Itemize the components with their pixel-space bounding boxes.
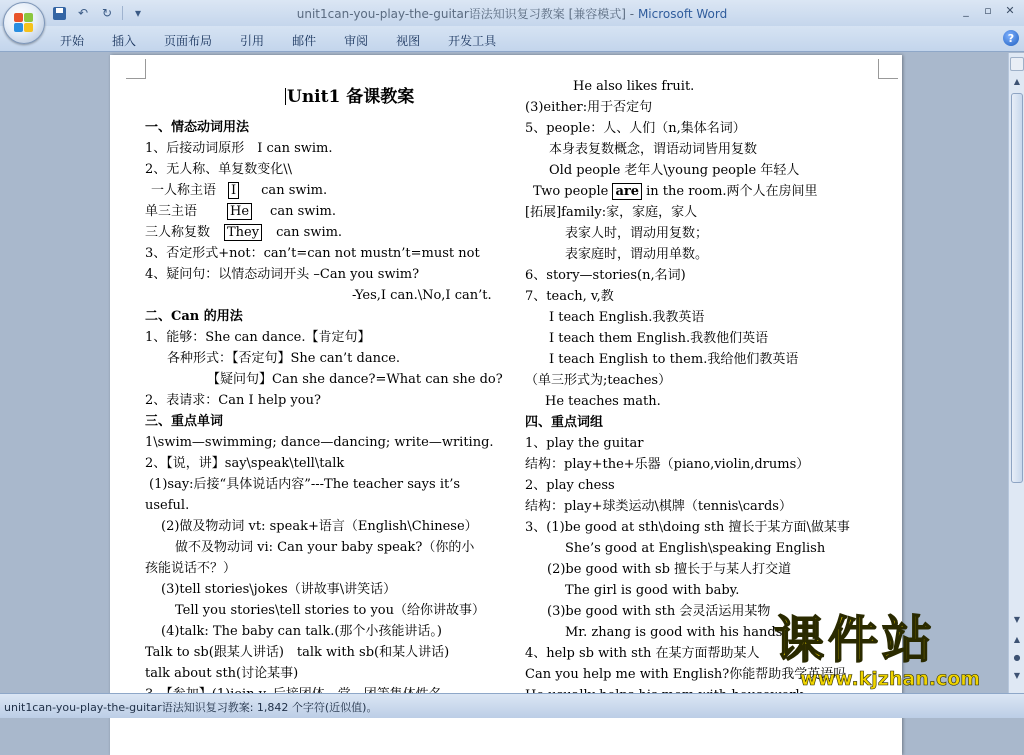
- doc-line: useful.: [145, 498, 190, 513]
- document-name: unit1can-you-play-the-guitar语法知识复习教案 [兼容模式] -: [296, 7, 638, 21]
- doc-line: 2、【说，讲】say\speak\tell\talk: [145, 456, 345, 471]
- doc-line: (4)talk: The baby can talk.(那个小孩能讲话。): [161, 624, 442, 639]
- boxed-row: Two people are in the room.两个人在房间里: [533, 184, 818, 199]
- previous-page-button[interactable]: ▲: [1013, 635, 1021, 644]
- section-heading: 四、重点词组: [525, 415, 604, 430]
- doc-line: 4、help sb with sth 在某方面帮助某人: [525, 646, 760, 661]
- doc-line: 7、teach, v,教: [525, 289, 614, 304]
- doc-line: Mr. zhang is good with his hands.: [565, 625, 787, 640]
- doc-line: 5、people：人、人们（n,集体名词）: [525, 121, 746, 136]
- office-button[interactable]: [3, 2, 45, 44]
- boxed-word: are: [612, 183, 642, 200]
- boxed-word: He: [227, 203, 252, 220]
- undo-button[interactable]: ↶: [77, 6, 89, 20]
- tab-home[interactable]: 开始: [60, 34, 85, 48]
- tab-review[interactable]: 审阅: [344, 34, 369, 48]
- scroll-up-button[interactable]: ▲: [1013, 77, 1021, 86]
- doc-line: 孩能说话不？）: [145, 561, 237, 576]
- doc-line: talk about sth(讨论某事): [145, 666, 299, 681]
- tab-developer[interactable]: 开发工具: [448, 34, 497, 48]
- doc-line: 表家人时，谓动用复数；: [565, 226, 709, 241]
- tab-mailings[interactable]: 邮件: [292, 34, 317, 48]
- doc-line: 做不及物动词 vi: Can your baby speak?（你的小: [175, 540, 475, 555]
- doc-line: [拓展]family:家，家庭，家人: [525, 205, 698, 220]
- watermark-text: 课件站: [774, 611, 936, 669]
- window-title: [0, 5, 1024, 22]
- tab-view[interactable]: 视图: [396, 34, 421, 48]
- doc-line: 6、story—stories(n,名词): [525, 268, 686, 283]
- doc-line: He also likes fruit.: [573, 79, 695, 94]
- doc-line: (2)be good with sb 擅长于与某人打交道: [547, 562, 792, 577]
- doc-line: -Yes,I can.\No,I can’t.: [352, 288, 492, 303]
- doc-line: （单三形式为;teaches）: [525, 373, 672, 388]
- vertical-scrollbar[interactable]: [1008, 53, 1024, 693]
- doc-line: Tell you stories\tell stories to you（给你讲故事）: [175, 603, 486, 618]
- ribbon: [0, 26, 1024, 52]
- doc-line: (1)say:后接“具体说话内容”---The teacher says it’s: [149, 477, 461, 492]
- doc-line: 1、play the guitar: [525, 436, 644, 451]
- crop-mark: [126, 59, 146, 79]
- scroll-down-button[interactable]: ▼: [1013, 615, 1021, 624]
- doc-line: 1、能够：She can dance.【肯定句】: [145, 330, 371, 345]
- office-logo-icon: [14, 13, 34, 33]
- watermark-logo: [770, 612, 1010, 697]
- section-heading: 一、情态动词用法: [145, 120, 250, 135]
- doc-line: Old people 老年人\young people 年轻人: [549, 163, 800, 178]
- tab-references[interactable]: 引用: [240, 34, 265, 48]
- doc-line: 2、无人称、单复数变化\\: [145, 162, 293, 177]
- document-area: [0, 53, 1008, 693]
- doc-line: 2、表请求：Can I help you?: [145, 393, 321, 408]
- doc-line: (3)be good with sth 会灵活运用某物: [547, 604, 771, 619]
- doc-line: I teach English.我教英语: [549, 310, 705, 325]
- next-page-button[interactable]: ▼: [1013, 671, 1021, 680]
- close-button[interactable]: ✕: [1005, 3, 1015, 17]
- watermark-url: www.kjzhan.com: [800, 668, 981, 690]
- doc-line: (3)either:用于否定句: [525, 100, 653, 115]
- boxed-row: 单三主语 He can swim.: [145, 204, 336, 219]
- restore-button[interactable]: ▫: [984, 3, 992, 17]
- doc-line: 结构：play+球类运动\棋牌（tennis\cards）: [525, 499, 792, 514]
- crop-mark: [878, 59, 898, 79]
- doc-line: I teach them English.我教他们英语: [549, 331, 769, 346]
- doc-line: 表家庭时，谓动用单数。: [565, 247, 709, 262]
- text-cursor: [285, 88, 286, 105]
- doc-line: 3、(1)be good at sth\doing sth 擅长于某方面\做某事: [525, 520, 850, 535]
- customize-qat-button[interactable]: ▾: [134, 6, 142, 20]
- doc-line: (3)tell stories\jokes（讲故事\讲笑话）: [161, 582, 397, 597]
- select-browse-object-button[interactable]: ●: [1013, 653, 1021, 662]
- scroll-thumb[interactable]: [1011, 93, 1023, 483]
- app-name: Microsoft Word: [637, 7, 728, 21]
- doc-line: 本身表复数概念，谓语动词皆用复数: [549, 142, 758, 157]
- status-text: unit1can-you-play-the-guitar语法知识复习教案: 1,842 个字符(近似值)。: [4, 701, 378, 714]
- window-controls: [956, 2, 1020, 18]
- boxed-word: I: [228, 182, 239, 199]
- doc-line: 3、否定形式+not：can’t=can not mustn’t=must not: [145, 246, 480, 261]
- doc-line: 2、play chess: [525, 478, 615, 493]
- ribbon-tabs: [60, 30, 524, 51]
- title-bar: [0, 0, 1024, 26]
- doc-line: Talk to sb(跟某人讲话) talk with sb(和某人讲话): [145, 645, 450, 660]
- doc-line: He teaches math.: [545, 394, 661, 409]
- tab-page-layout[interactable]: 页面布局: [164, 34, 213, 48]
- doc-line: 各种形式：【否定句】She can’t dance.: [167, 351, 401, 366]
- doc-line: 1、后接动词原形 I can swim.: [145, 141, 333, 156]
- document-title: Unit1 备课教案: [287, 87, 415, 107]
- doc-line: 4、疑问句：以情态动词开头 –Can you swim?: [145, 267, 420, 282]
- boxed-word: They: [224, 224, 262, 241]
- doc-line: I teach English to them.我给他们教英语: [549, 352, 799, 367]
- doc-line: 结构：play+the+乐器（piano,violin,drums）: [525, 457, 810, 472]
- doc-line: Can you help me with English?你能帮助我学英语吗: [525, 667, 847, 682]
- redo-button[interactable]: ↻: [101, 6, 113, 20]
- ruler-toggle-button[interactable]: [1010, 57, 1024, 71]
- boxed-row: 一人称主语 I can swim.: [151, 183, 328, 198]
- doc-line: (2)做及物动词 vt: speak+语言（English\Chinese）: [161, 519, 478, 534]
- doc-line: 【疑问句】Can she dance?=What can she do?: [207, 372, 503, 387]
- tab-insert[interactable]: 插入: [112, 34, 137, 48]
- help-icon[interactable]: ?: [1003, 30, 1019, 46]
- minimize-button[interactable]: _: [963, 3, 969, 17]
- boxed-row: 三人称复数 They can swim.: [145, 225, 343, 240]
- section-heading: 二、Can 的用法: [145, 309, 243, 324]
- doc-line: The girl is good with baby.: [565, 583, 740, 598]
- doc-line: She’s good at English\speaking English: [565, 541, 826, 556]
- section-heading: 三、重点单词: [145, 414, 224, 429]
- doc-line: 1\swim—swimming; dance—dancing; write—writing.: [145, 435, 494, 450]
